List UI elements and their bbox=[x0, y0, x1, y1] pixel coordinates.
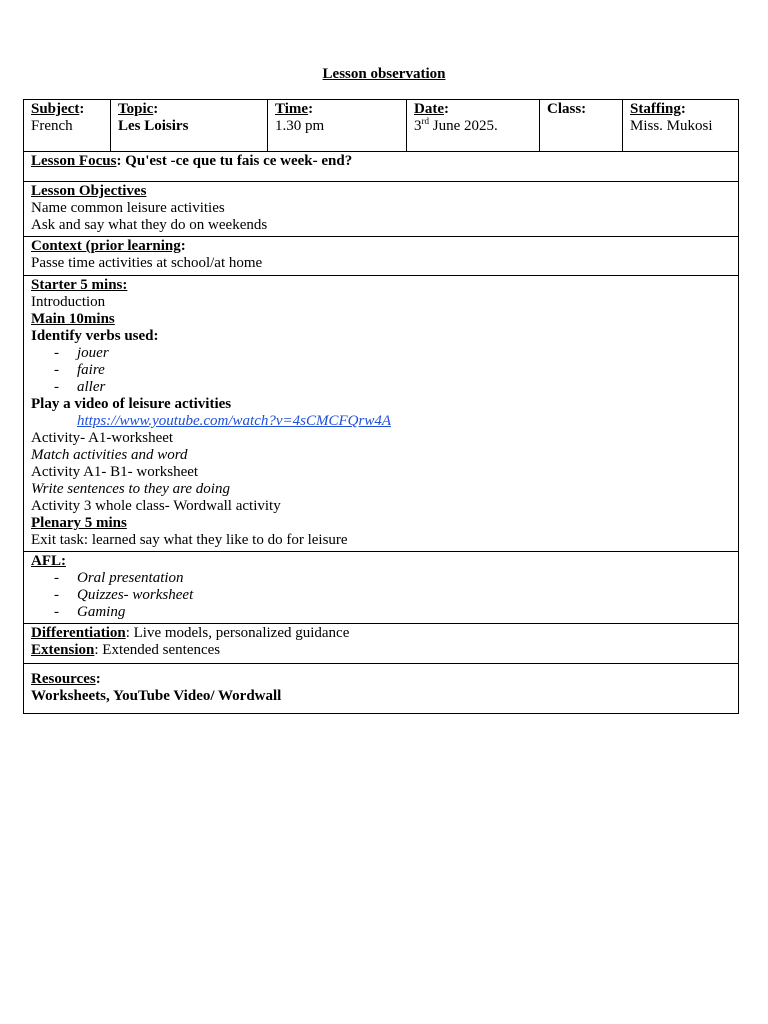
date-value: 3rd June 2025. bbox=[414, 116, 498, 134]
differentiation-label: Differentiation bbox=[31, 625, 126, 641]
list-item: - faire bbox=[54, 362, 105, 378]
time-label: Time bbox=[275, 101, 309, 117]
header-row bbox=[24, 100, 739, 152]
differentiation-value: : Live models, personalized guidance bbox=[125, 625, 350, 641]
main-label: Main 10mins bbox=[31, 311, 115, 327]
time-cell: Time: 1.30 pm bbox=[268, 100, 407, 152]
page-title: Lesson observation bbox=[322, 66, 446, 82]
topic-value: Les Loisirs bbox=[118, 118, 189, 134]
context-cell: Context (prior learning: Passe time activities at school/at home bbox=[24, 237, 739, 276]
objectives-row bbox=[24, 182, 739, 237]
list-item: - aller bbox=[54, 379, 106, 395]
resources-value: Worksheets, YouTube Video/ Wordwall bbox=[31, 688, 282, 704]
objectives-label: Lesson Objectives bbox=[31, 183, 147, 199]
lesson-focus-label: Lesson Focus bbox=[31, 153, 117, 169]
lesson-focus-value: : Qu'est -ce que tu fais ce week- end? bbox=[116, 153, 353, 169]
verbs-label: Identify verbs used: bbox=[31, 328, 159, 344]
context-label: Context (prior learning bbox=[31, 238, 181, 254]
staffing-value: Miss. Mukosi bbox=[630, 118, 713, 134]
objective-item: Name common leisure activities bbox=[31, 200, 225, 216]
list-item: - Gaming bbox=[54, 604, 126, 620]
resources-label: Resources bbox=[31, 671, 96, 687]
subject-value: French bbox=[31, 118, 73, 134]
objectives-cell bbox=[24, 182, 739, 237]
date-label: Date bbox=[414, 101, 444, 117]
list-item: - jouer bbox=[54, 345, 109, 361]
staffing-label: Staffing bbox=[630, 101, 681, 117]
activity-2: Activity A1- B1- worksheet bbox=[31, 464, 199, 480]
afl-cell bbox=[24, 552, 739, 624]
lesson-body-cell bbox=[24, 276, 739, 552]
focus-row bbox=[24, 152, 739, 182]
lesson-body-row bbox=[24, 276, 739, 552]
afl-row bbox=[24, 552, 739, 624]
differentiation-row bbox=[24, 624, 739, 664]
activity-1: Activity- A1-worksheet bbox=[31, 430, 174, 446]
class-cell bbox=[540, 100, 623, 152]
topic-cell: Topic: Les Loisirs bbox=[111, 100, 268, 152]
starter-text: Introduction bbox=[31, 294, 106, 310]
extension-value: : Extended sentences bbox=[94, 642, 221, 658]
activity-2-note: Write sentences to they are doing bbox=[31, 481, 230, 497]
subject-cell: Subject: French bbox=[24, 100, 111, 152]
activity-3: Activity 3 whole class- Wordwall activity bbox=[31, 498, 281, 514]
staffing-cell: Staffing: Miss. Mukosi bbox=[623, 100, 739, 152]
list-item: - Oral presentation bbox=[54, 570, 184, 586]
list-item: - Quizzes- worksheet bbox=[54, 587, 194, 603]
differentiation-cell bbox=[24, 624, 739, 664]
resources-row bbox=[24, 664, 739, 714]
youtube-link[interactable]: https://www.youtube.com/watch?v=4sCMCFQrw4A bbox=[77, 413, 391, 429]
lesson-focus-cell bbox=[24, 152, 739, 182]
starter-label: Starter 5 mins: bbox=[31, 277, 128, 293]
subject-label: Subject bbox=[31, 101, 80, 117]
video-label: Play a video of leisure activities bbox=[31, 396, 232, 412]
activity-1-note: Match activities and word bbox=[31, 447, 188, 463]
context-row bbox=[24, 237, 739, 276]
context-value: Passe time activities at school/at home bbox=[31, 255, 263, 271]
afl-label: AFL: bbox=[31, 553, 66, 569]
plenary-label: Plenary 5 mins bbox=[31, 515, 127, 531]
topic-label: Topic bbox=[118, 101, 154, 117]
date-cell: Date: 3rd June 2025. bbox=[407, 100, 540, 152]
resources-cell: Resources: Worksheets, YouTube Video/ Wordwall bbox=[24, 664, 739, 714]
time-value: 1.30 pm bbox=[275, 118, 325, 134]
lesson-observation-table bbox=[23, 99, 739, 714]
extension-label: Extension bbox=[31, 642, 95, 658]
objective-item: Ask and say what they do on weekends bbox=[31, 217, 268, 233]
exit-task: Exit task: learned say what they like to do for leisure bbox=[31, 532, 348, 548]
class-label: Class: bbox=[547, 101, 587, 117]
